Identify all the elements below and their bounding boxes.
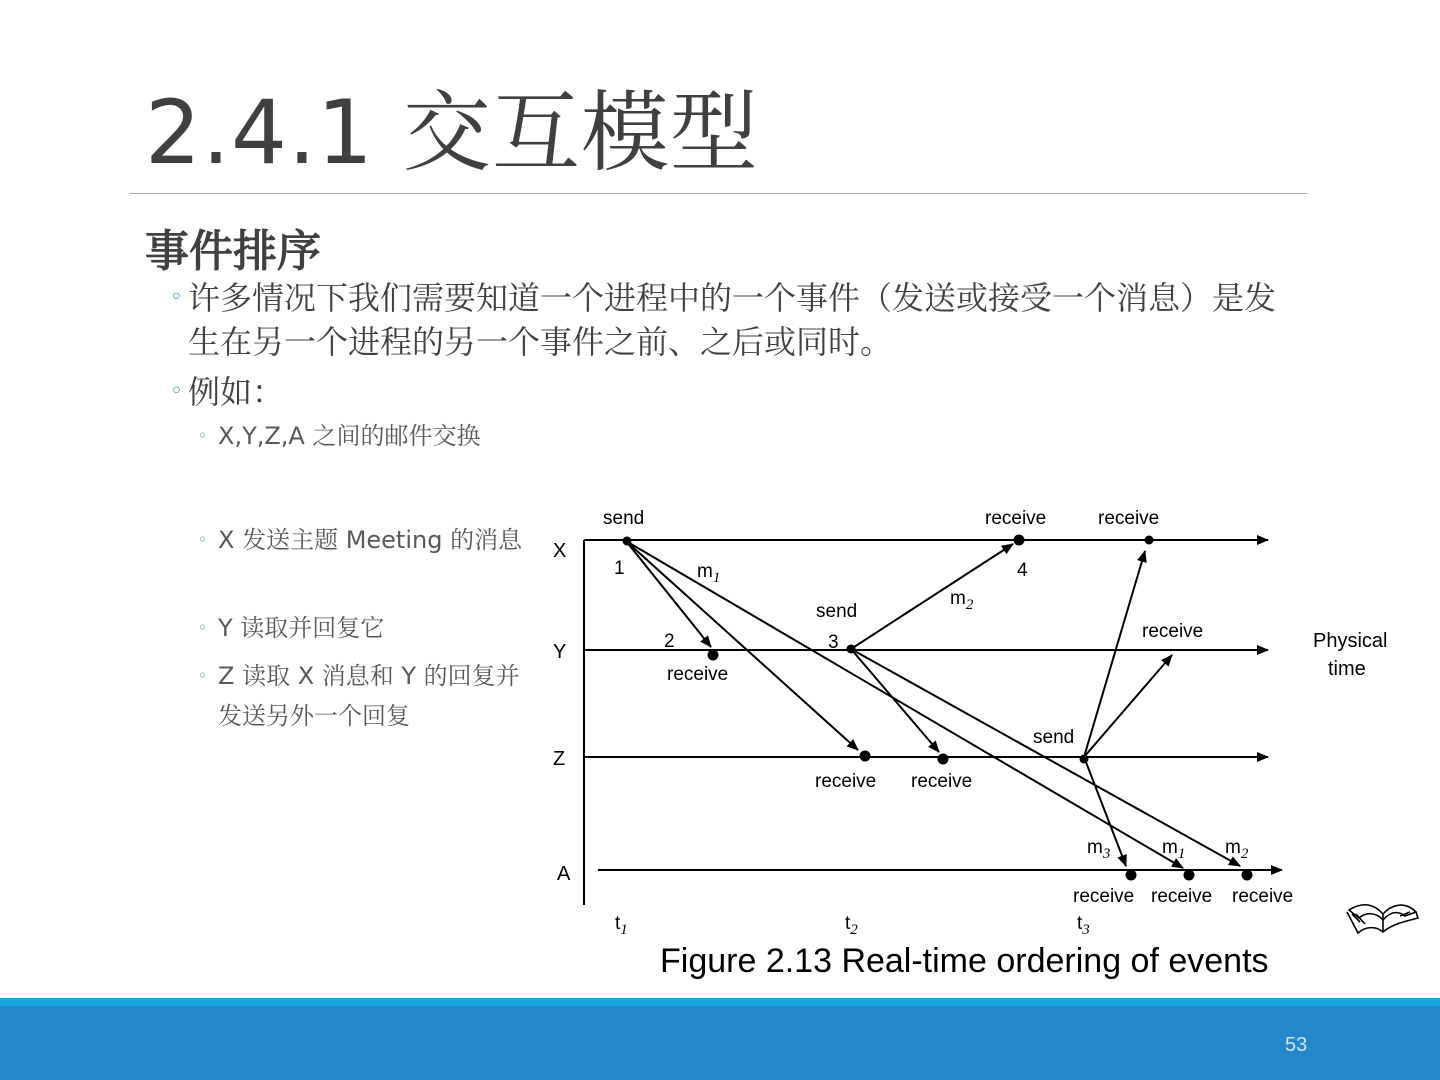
- message-arrow-z-to-y: [1084, 655, 1172, 757]
- message-label-m1-bottom: $m_1$: [1162, 837, 1186, 862]
- figure-caption: Figure 2.13 Real-time ordering of events: [660, 942, 1269, 980]
- message-label-m2-bottom: $m_2$: [1225, 837, 1249, 862]
- label-receive-y-2: receive: [1142, 621, 1204, 642]
- axis-label-time: time: [1328, 658, 1366, 680]
- bullet-marker: ◦: [198, 530, 208, 549]
- bullet-marker: ◦: [170, 285, 183, 310]
- label-receive-x-1: receive: [985, 508, 1047, 529]
- process-label-z: Z: [553, 748, 566, 770]
- footer-accent-stripe: [0, 998, 1440, 1006]
- label-send-x: send: [603, 508, 645, 529]
- event-dot-z-send: [1080, 755, 1089, 764]
- process-label-y: Y: [553, 641, 567, 663]
- bullet-marker: ◦: [198, 618, 208, 637]
- message-arrow-x-to-z: [626, 541, 858, 750]
- event-dot-a-receive-2: [1184, 870, 1195, 881]
- event-number-1: 1: [614, 558, 625, 579]
- label-receive-z-2: receive: [911, 771, 973, 792]
- sub-bullet-3-text: Z 读取 X 消息和 Y 的回复并发送另外一个回复: [218, 662, 520, 730]
- label-receive-a-3: receive: [1232, 886, 1294, 907]
- event-dot-a-receive-1: [1126, 870, 1137, 881]
- footer-bar: [0, 1006, 1440, 1080]
- bullet-1-text: 许多情况下我们需要知道一个进程中的一个事件（发送或接受一个消息）是发生在另一个进程的另一个事件之前、之后或同时。: [188, 279, 1277, 361]
- event-dot-z-receive-1: [860, 751, 871, 762]
- axis-label-physical: Physical: [1313, 630, 1388, 652]
- event-dot-y-send: [847, 645, 856, 654]
- event-number-3: 3: [828, 632, 839, 653]
- bullet-2-text: 例如：: [188, 373, 285, 411]
- event-dot-x-send: [623, 537, 632, 546]
- event-number-2: 2: [664, 631, 675, 652]
- label-send-z: send: [1033, 727, 1075, 748]
- bullet-marker: ◦: [198, 426, 208, 445]
- sub-bullet-2-text: Y 读取并回复它: [218, 614, 385, 642]
- time-mark-t3: $t_3$: [1077, 913, 1090, 938]
- message-label-m2-top: $m_2$: [950, 588, 974, 613]
- open-book-icon: [1347, 905, 1418, 933]
- bullet-marker: ◦: [170, 379, 183, 404]
- message-arrow-y-to-x: [851, 544, 1013, 649]
- slide-title: 2.4.1 交互模型: [145, 81, 759, 184]
- event-dot-x-receive-1: [1014, 535, 1025, 546]
- process-label-a: A: [557, 863, 571, 885]
- page-number: 53: [1285, 1034, 1308, 1056]
- section-heading: 事件排序: [145, 226, 321, 277]
- time-mark-t1: $t_1$: [615, 913, 628, 938]
- sub-bullet-example-text: X,Y,Z,A 之间的邮件交换: [218, 422, 481, 450]
- message-arrow-y-to-z: [851, 649, 939, 752]
- message-label-m1-top: $m_1$: [697, 561, 721, 586]
- message-label-m3: $m_3$: [1087, 837, 1111, 862]
- process-label-x: X: [553, 540, 567, 562]
- message-arrow-z-to-x: [1084, 551, 1145, 757]
- label-receive-z-1: receive: [815, 771, 877, 792]
- sub-bullet-1-text: X 发送主题 Meeting 的消息: [218, 526, 523, 554]
- label-receive-a-1: receive: [1073, 886, 1135, 907]
- event-dot-z-receive-2: [938, 754, 949, 765]
- bullet-marker: ◦: [198, 666, 208, 685]
- event-dot-a-receive-3: [1242, 870, 1253, 881]
- label-receive-a-2: receive: [1151, 886, 1213, 907]
- label-send-y: send: [816, 601, 858, 622]
- event-dot-x-receive-2: [1145, 536, 1154, 545]
- label-receive-y-1: receive: [667, 664, 729, 685]
- time-mark-t2: $t_2$: [845, 913, 858, 938]
- event-dot-y-receive: [708, 650, 719, 661]
- event-number-4: 4: [1017, 560, 1028, 581]
- label-receive-x-2: receive: [1098, 508, 1160, 529]
